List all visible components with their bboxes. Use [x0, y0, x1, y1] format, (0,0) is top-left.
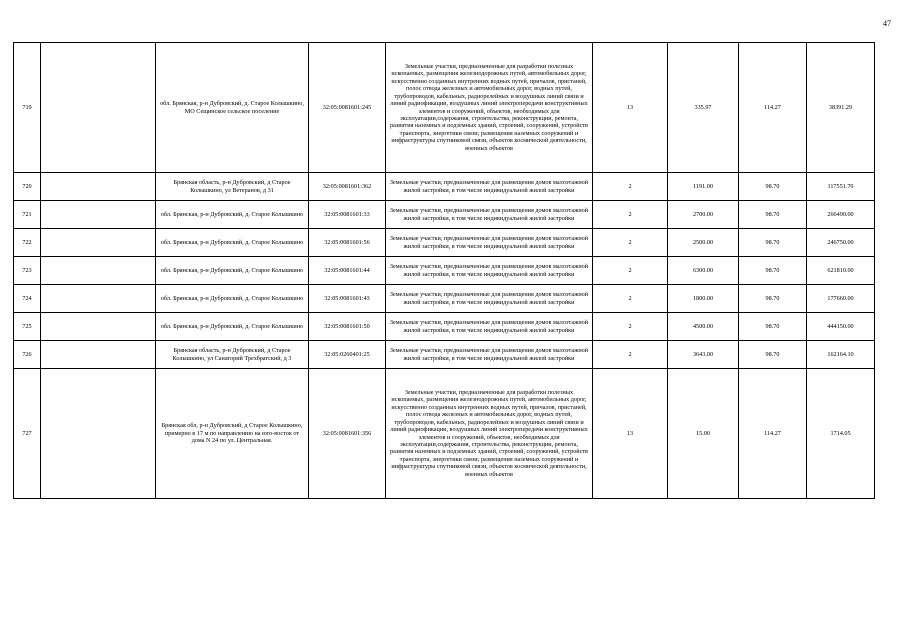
rate-cell: 98.70: [739, 341, 807, 369]
area-cell: 6300.00: [668, 257, 739, 285]
table-row: [14, 285, 875, 313]
value-cell: 621810.00: [807, 257, 875, 285]
cadastral-number-cell: 32:05:0260401:25: [309, 341, 386, 369]
use-code-cell: 2: [593, 341, 668, 369]
row-number: 726: [14, 341, 41, 369]
location-cell: Брянская область, р-н Дубровский, д Старое Колышкино, ул Ветеранов, д 31: [156, 173, 309, 201]
value-cell: 38391.29: [807, 43, 875, 173]
empty-cell: [41, 201, 156, 229]
table-row: [14, 43, 875, 173]
cadastral-number-cell: 32:05:0081601:43: [309, 285, 386, 313]
location-cell: Брянская обл, р-н Дубровский, д Старое Колышкино, примерно в 17 м по направлению на юго-восток от дома N 24 по ул. Центральная.: [156, 369, 309, 499]
area-cell: 2700.00: [668, 201, 739, 229]
value-cell: 117551.70: [807, 173, 875, 201]
use-code-cell: 13: [593, 369, 668, 499]
use-code-cell: 2: [593, 173, 668, 201]
area-cell: 4500.00: [668, 313, 739, 341]
rate-cell: 114.27: [739, 369, 807, 499]
rate-cell: 98.70: [739, 257, 807, 285]
land-use-cell: Земельные участки, предназначенные для размещения домов малоэтажной жилой застройки, в том числе индивидуальной жилой застройки: [386, 173, 593, 201]
use-code-cell: 2: [593, 229, 668, 257]
row-number: 722: [14, 229, 41, 257]
location-cell: обл. Брянская, р-н Дубровский, д. Старое Колышкино: [156, 313, 309, 341]
row-number: 727: [14, 369, 41, 499]
row-number: 721: [14, 201, 41, 229]
cadastral-number-cell: 32:05:0081601:33: [309, 201, 386, 229]
rate-cell: 98.70: [739, 313, 807, 341]
area-cell: 3643.00: [668, 341, 739, 369]
area-cell: 1191.00: [668, 173, 739, 201]
registry-body: [14, 43, 875, 499]
empty-cell: [41, 369, 156, 499]
use-code-cell: 2: [593, 313, 668, 341]
row-number: 724: [14, 285, 41, 313]
empty-cell: [41, 257, 156, 285]
land-use-cell: Земельные участки, предназначенные для размещения домов малоэтажной жилой застройки, в том числе индивидуальной жилой застройки: [386, 341, 593, 369]
empty-cell: [41, 313, 156, 341]
value-cell: 266490.00: [807, 201, 875, 229]
table-row: [14, 201, 875, 229]
value-cell: 162164.10: [807, 341, 875, 369]
location-cell: обл. Брянская, р-н Дубровский, д. Старое Колышкино, МО Сещинское сельское поселение: [156, 43, 309, 173]
rate-cell: 114.27: [739, 43, 807, 173]
empty-cell: [41, 341, 156, 369]
table-row: [14, 341, 875, 369]
cadastral-number-cell: 32:05:0081601:50: [309, 313, 386, 341]
value-cell: 246750.00: [807, 229, 875, 257]
land-use-cell: Земельные участки, предназначенные для размещения домов малоэтажной жилой застройки, в том числе индивидуальной жилой застройки: [386, 201, 593, 229]
rate-cell: 98.70: [739, 201, 807, 229]
cadastral-number-cell: 32:05:0081601:44: [309, 257, 386, 285]
row-number: 723: [14, 257, 41, 285]
use-code-cell: 13: [593, 43, 668, 173]
empty-cell: [41, 173, 156, 201]
value-cell: 177660.00: [807, 285, 875, 313]
value-cell: 444150.00: [807, 313, 875, 341]
use-code-cell: 2: [593, 257, 668, 285]
location-cell: обл. Брянская, р-н Дубровский, д. Старое Колышкино: [156, 285, 309, 313]
use-code-cell: 2: [593, 285, 668, 313]
table-row: [14, 173, 875, 201]
land-use-cell: Земельные участки, предназначенные для размещения домов малоэтажной жилой застройки, в том числе индивидуальной жилой застройки: [386, 313, 593, 341]
land-use-cell: Земельные участки, предназначенные для разработки полезных ископаемых, размещения железнодорожных путей, автомобильных дорог, искусственно созданных внутренних водных путей, причалов, пристаней, полос отвода железных и автомобильных дорог, водных путей, трубопроводов, кабельных, радиорелейных и воздушных линий связи и линий радиофикации, воздушных линий электропередачи конструктивных элементов и сооружений, объектов, необходимых для эксплуатации,содержания, строительства, реконструкции, ремонта, развития наземных и подземных зданий, строений, сооружений, устройств транспорта, энергетики связи; размещения наземных сооружений и инфраструктуры спутниковой связи, объектов космической деятельности, военных объектов: [386, 369, 593, 499]
value-cell: 1714.05: [807, 369, 875, 499]
rate-cell: 98.70: [739, 285, 807, 313]
area-cell: 335.97: [668, 43, 739, 173]
land-use-cell: Земельные участки, предназначенные для размещения домов малоэтажной жилой застройки, в том числе индивидуальной жилой застройки: [386, 229, 593, 257]
table-row: [14, 313, 875, 341]
area-cell: 2500.00: [668, 229, 739, 257]
empty-cell: [41, 229, 156, 257]
cadastral-number-cell: 32:05:0081601:362: [309, 173, 386, 201]
table-row: [14, 369, 875, 499]
table-row: [14, 257, 875, 285]
row-number: 719: [14, 43, 41, 173]
cadastral-number-cell: 32:05:0081601:245: [309, 43, 386, 173]
rate-cell: 98.70: [739, 173, 807, 201]
location-cell: обл. Брянская, р-н Дубровский, д. Старое Колышкино: [156, 229, 309, 257]
land-registry-table: [13, 42, 875, 499]
land-use-cell: Земельные участки, предназначенные для размещения домов малоэтажной жилой застройки, в том числе индивидуальной жилой застройки: [386, 285, 593, 313]
page-number: 47: [883, 19, 891, 28]
area-cell: 15.00: [668, 369, 739, 499]
rate-cell: 98.70: [739, 229, 807, 257]
location-cell: Брянская область, р-н Дубровский, д Старое Колышкино, ул Санаторий Трехбратский, д 3: [156, 341, 309, 369]
cadastral-number-cell: 32:05:0081601:56: [309, 229, 386, 257]
use-code-cell: 2: [593, 201, 668, 229]
table-row: [14, 229, 875, 257]
empty-cell: [41, 43, 156, 173]
area-cell: 1800.00: [668, 285, 739, 313]
land-use-cell: Земельные участки, предназначенные для размещения домов малоэтажной жилой застройки, в том числе индивидуальной жилой застройки: [386, 257, 593, 285]
cadastral-number-cell: 32:05:0081601:356: [309, 369, 386, 499]
land-use-cell: Земельные участки, предназначенные для разработки полезных ископаемых, размещения железнодорожных путей, автомобильных дорог, искусственно созданных внутренних водных путей, причалов, пристаней, полос отвода железных и автомобильных дорог, водных путей, трубопроводов, кабельных, радиорелейных и воздушных линий связи и линий радиофикации, воздушных линий электропередачи конструктивных элементов и сооружений, объектов, необходимых для эксплуатации,содержания, строительства, реконструкции, ремонта, развития наземных и подземных зданий, строений, сооружений, устройств транспорта, энергетики связи; размещения наземных сооружений и инфраструктуры спутниковой связи, объектов космической деятельности, военных объектов: [386, 43, 593, 173]
row-number: 725: [14, 313, 41, 341]
empty-cell: [41, 285, 156, 313]
location-cell: обл. Брянская, р-н Дубровский, д. Старое Колышкино: [156, 201, 309, 229]
location-cell: обл. Брянская, р-н Дубровский, д. Старое Колышкино: [156, 257, 309, 285]
row-number: 720: [14, 173, 41, 201]
